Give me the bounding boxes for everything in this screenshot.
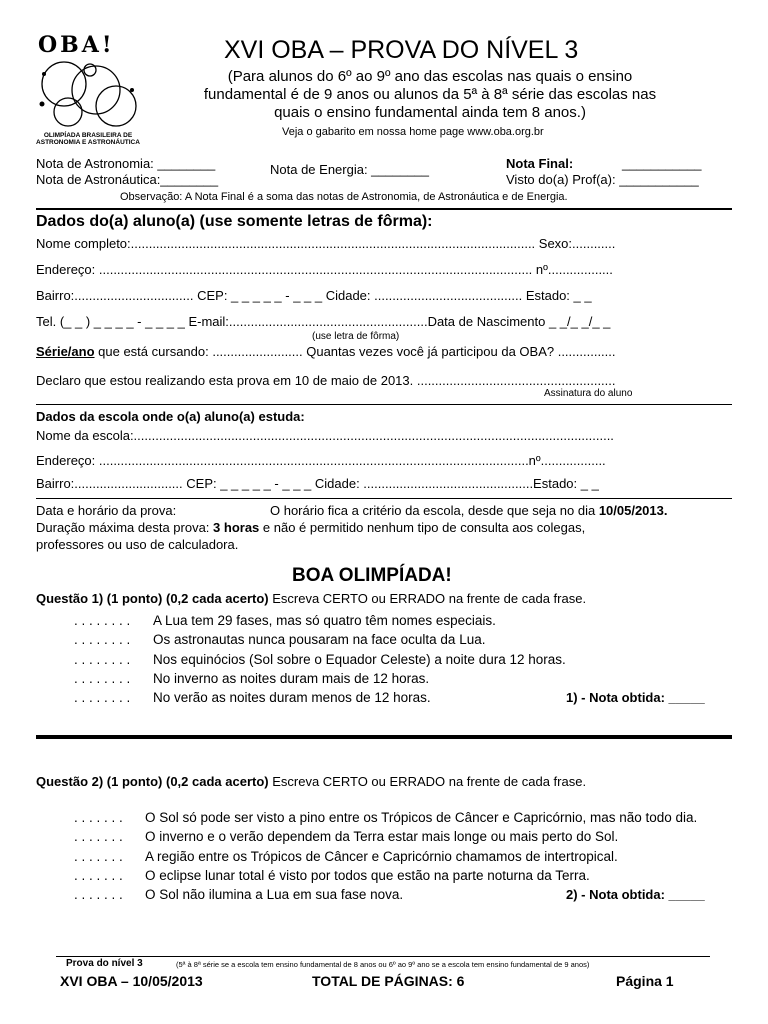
gabarito-note: Veja o gabarito em nossa home page www.oba.org.br — [282, 126, 544, 138]
school-endereco: Endereço: .......................................................................................................................nº.................. — [36, 453, 606, 468]
footer-left: XVI OBA – 10/05/2013 — [60, 973, 203, 989]
nota-final-label: Nota Final: — [506, 156, 574, 171]
answer-blank: . . . . . . . — [74, 810, 123, 825]
nota-final-line: ___________ — [622, 156, 702, 171]
statement-text: Os astronautas nunca pousaram na face oculta da Lua. — [153, 632, 486, 648]
footer-divider — [56, 956, 710, 957]
statement-text: A região entre os Trópicos de Câncer e Capricórnio chamamos de intertropical. — [145, 848, 618, 864]
statement-text: No inverno as noites duram mais de 12 horas. — [153, 670, 430, 686]
nota-astronomia: Nota de Astronomia: ________ — [36, 156, 216, 171]
logo-text: OBA! — [38, 32, 115, 58]
observacao: Observação: A Nota Final é a soma das notas de Astronomia, de Astronáutica e de Energia. — [120, 191, 568, 203]
divider — [36, 498, 732, 499]
assinatura-label: Assinatura do aluno — [544, 388, 633, 399]
student-endereco: Endereço: ........................................................................................................................ nº.................. — [36, 262, 613, 277]
school-bairro: Bairro:.............................. CEP: _ _ _ _ _ - _ _ _ Cidade: ...............................................Estado: _ _ — [36, 476, 599, 491]
q1-instruction: Escreva CERTO ou ERRADO na frente de cada frase. — [268, 591, 587, 606]
q1-heading: Questão 1) (1 ponto) (0,2 cada acerto) — [36, 591, 269, 606]
statement-text: O Sol só pode ser visto a pino entre os Trópicos de Câncer e Capricórnio, mas não todo dia. — [145, 810, 698, 825]
thick-divider — [36, 735, 732, 739]
divider — [36, 404, 732, 405]
divider — [36, 208, 732, 210]
q2-header — [36, 774, 586, 789]
footer-prova: Prova do nível 3 — [66, 958, 143, 969]
oba-logo — [34, 32, 142, 162]
answer-blank: . . . . . . . . — [74, 632, 131, 648]
answer-blank: . . . . . . . . — [74, 613, 131, 628]
answer-blank: . . . . . . . — [74, 848, 123, 864]
answer-blank: . . . . . . . — [74, 867, 123, 883]
statement-text: Nos equinócios (Sol sobre o Equador Celeste) a noite dura 12 horas. — [153, 651, 566, 667]
answer-blank: . . . . . . . . — [74, 670, 131, 686]
serie-rest: que está cursando: ......................... Quantas vezes você já participou da OBA? ................ — [94, 344, 616, 359]
exam-date-text — [270, 503, 668, 518]
answer-blank: . . . . . . . . — [74, 651, 131, 667]
exam-duration — [36, 520, 585, 535]
duration-value: 3 horas — [213, 520, 260, 535]
student-heading: Dados do(a) aluno(a) (use somente letras de fôrma): — [36, 213, 433, 230]
duration-rule: e não é permitido nenhum tipo de consulta aos colegas, — [259, 520, 586, 535]
serie-label: Série/ano — [36, 344, 95, 359]
visto-prof: Visto do(a) Prof(a): ___________ — [506, 172, 699, 187]
exam-rule-cont: professores ou uso de calculadora. — [36, 537, 239, 552]
answer-blank: . . . . . . . — [74, 829, 123, 845]
boa-olimpiada: BOA OLIMPÍADA! — [292, 565, 452, 586]
exam-date-label: Data e horário da prova: — [36, 503, 177, 518]
statement-text: O inverno e o verão dependem da Terra estar mais longe ou mais perto do Sol. — [145, 829, 619, 845]
school-nome: Nome da escola:..................................................................................................................................... — [36, 428, 614, 443]
statement-text: O eclipse lunar total é visto por todos que estão na parte noturna da Terra. — [145, 867, 590, 883]
footer-page-number: Página 1 — [616, 973, 674, 989]
subtitle-line-1: (Para alunos do 6º ao 9º ano das escolas nas quais o ensino — [227, 68, 633, 85]
statement-text: No verão as noites duram menos de 12 horas. — [153, 690, 431, 706]
q1-header — [36, 591, 586, 606]
student-tel: Tel. (_ _ ) _ _ _ _ - _ _ _ _ E-mail:.......................................................Data de Nascimento _ _/_ _/_ _ — [36, 314, 611, 329]
q2-nota: 2) - Nota obtida: _____ — [566, 887, 705, 902]
footer-note: (5ª à 8ª série se a escola tem ensino fundamental de 8 anos ou 6º ao 9º ano se a escola tem ensino fundamental de 9 anos) — [176, 960, 590, 969]
logo-subtitle: OLIMPÍADA BRASILEIRA DE ASTRONOMIA E ASTRONÁUTICA — [36, 132, 140, 146]
student-nome: Nome completo:................................................................................................................ Sexo:............ — [36, 236, 616, 251]
nota-energia: Nota de Energia: ________ — [270, 162, 430, 177]
footer-total-pages: TOTAL DE PÁGINAS: 6 — [312, 973, 465, 989]
q2-instruction: Escreva CERTO ou ERRADO na frente de cada frase. — [268, 774, 587, 789]
exam-date: 10/05/2013. — [598, 503, 668, 518]
q1-nota: 1) - Nota obtida: _____ — [566, 690, 705, 705]
statement-text: O Sol não ilumina a Lua em sua fase nova. — [145, 887, 404, 903]
student-declaro: Declaro que estou realizando esta prova em 10 de maio de 2013. ....................................................... — [36, 373, 616, 388]
duration-label: Duração máxima desta prova: — [36, 520, 214, 535]
statement-text: A Lua tem 29 fases, mas só quatro têm nomes especiais. — [153, 613, 496, 628]
subtitle-line-3: quais o ensino fundamental ainda tem 8 anos.) — [274, 104, 586, 121]
use-letra-note: (use letra de fôrma) — [312, 331, 400, 342]
student-serie — [36, 344, 616, 359]
student-bairro: Bairro:................................. CEP: _ _ _ _ _ - _ _ _ Cidade: ......................................... Estado: _ _ — [36, 288, 592, 303]
exam-date-rule: O horário fica a critério da escola, desde que seja no dia — [270, 503, 599, 518]
page-title: XVI OBA – PROVA DO NÍVEL 3 — [224, 36, 579, 64]
answer-blank: . . . . . . . . — [74, 690, 131, 706]
q2-heading: Questão 2) (1 ponto) (0,2 cada acerto) — [36, 774, 269, 789]
subtitle — [150, 68, 710, 122]
school-heading: Dados da escola onde o(a) aluno(a) estuda: — [36, 409, 305, 424]
orbit-rings-icon — [34, 60, 142, 132]
nota-astronautica: Nota de Astronáutica:________ — [36, 172, 219, 187]
subtitle-line-2: fundamental é de 9 anos ou alunos da 5ª à 8ª série das escolas nas — [203, 86, 657, 103]
answer-blank: . . . . . . . — [74, 887, 123, 903]
